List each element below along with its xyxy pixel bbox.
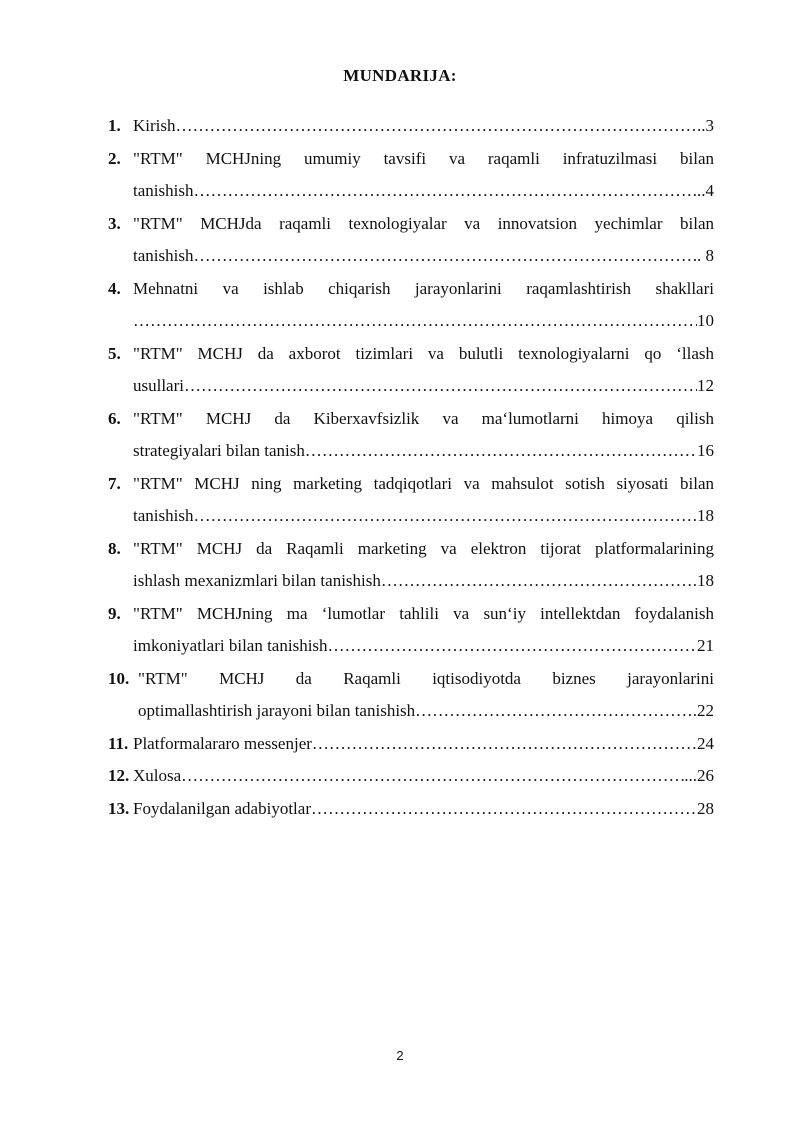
entry-title: Kirish xyxy=(133,116,176,135)
leader-dots xyxy=(381,565,693,598)
entry-title-line: "RTM" MCHJ da Kiberxavfsizlik va ma‘lumotlarni himoya qilish xyxy=(133,408,714,428)
leader-dots xyxy=(184,370,697,403)
entry-title-line: "RTM" MCHJ ning marketing tadqiqotlari va mahsulot sotish siyosati bilan xyxy=(133,473,714,493)
entry-page: 10 xyxy=(697,311,714,330)
toc-entry-6[interactable] xyxy=(108,403,714,468)
entry-number: 9. xyxy=(108,603,121,623)
entry-title-line: "RTM" MCHJ da Raqamli marketing va elektron tijorat platformalarining xyxy=(133,538,714,558)
entry-title-line: "RTM" MCHJ da Raqamli iqtisodiyotda biznes jarayonlarini xyxy=(138,668,714,688)
entry-number: 13. xyxy=(108,798,130,818)
entry-page: 28 xyxy=(697,798,714,818)
toc-entry-7[interactable] xyxy=(108,468,714,533)
entry-title-line: "RTM" MCHJning umumiy tavsifi va raqamli infratuzilmasi bilan xyxy=(133,148,714,168)
leader-dots xyxy=(415,695,693,728)
leader-dots xyxy=(311,793,697,826)
leader-dots xyxy=(312,728,697,761)
entry-title-line: "RTM" MCHJda raqamli texnologiyalar va innovatsion yechimlar bilan xyxy=(133,213,714,233)
entry-number: 4. xyxy=(108,278,121,298)
toc-entry-2[interactable] xyxy=(108,143,714,208)
table-of-contents xyxy=(108,110,714,825)
toc-entry-10[interactable] xyxy=(108,663,714,728)
entry-page: .18 xyxy=(692,506,714,525)
entry-title: Platformalararo messenjer xyxy=(133,733,312,753)
entry-title-end: tanishish xyxy=(133,246,194,265)
entry-number: 10. xyxy=(108,668,130,688)
entry-page: 12 xyxy=(697,376,714,395)
entry-number: 5. xyxy=(108,343,121,363)
entry-title: Xulosa xyxy=(133,766,182,785)
entry-page: .18 xyxy=(692,571,714,590)
toc-entry-5[interactable] xyxy=(108,338,714,403)
entry-title-line: Mehnatni va ishlab chiqarish jarayonlarini raqamlashtirish shakllari xyxy=(133,278,714,298)
entry-number: 11. xyxy=(108,733,129,753)
entry-title-end: usullari xyxy=(133,376,184,395)
entry-page: .22 xyxy=(692,701,714,720)
toc-entry-9[interactable] xyxy=(108,598,714,663)
entry-page: 24 xyxy=(697,733,714,753)
entry-number: 8. xyxy=(108,538,121,558)
entry-title-end: ishlash mexanizmlari bilan tanishish xyxy=(133,571,381,590)
entry-title-end: tanishish xyxy=(133,181,194,200)
leader-dots xyxy=(305,435,697,468)
entry-number: 2. xyxy=(108,148,121,168)
entry-number: 12. xyxy=(108,766,130,785)
entry-number: 6. xyxy=(108,408,121,428)
entry-title-end: strategiyalari bilan tanish xyxy=(133,441,305,460)
toc-entry-13[interactable] xyxy=(108,793,714,826)
toc-entry-11[interactable] xyxy=(108,728,714,761)
entry-number: 3. xyxy=(108,213,121,233)
leader-dots xyxy=(133,305,697,338)
leader-dots xyxy=(328,630,697,663)
page-title: MUNDARIJA: xyxy=(343,66,457,85)
entry-page: ...4 xyxy=(692,181,714,200)
toc-entry-8[interactable] xyxy=(108,533,714,598)
toc-entry-4[interactable] xyxy=(108,273,714,338)
entry-title-end: imkoniyatlari bilan tanishish xyxy=(133,636,328,655)
entry-page: . 8 xyxy=(697,246,714,265)
entry-page: 16 xyxy=(697,441,714,460)
entry-title-end: optimallashtirish jarayoni bilan tanishish xyxy=(138,701,416,720)
leader-dots xyxy=(193,175,692,208)
toc-entry-3[interactable] xyxy=(108,208,714,273)
entry-page: 21 xyxy=(697,636,714,655)
toc-entry-12[interactable] xyxy=(108,760,714,793)
entry-title-line: "RTM" MCHJning ma ‘lumotlar tahlili va sun‘iy intellektdan foydalanish xyxy=(133,603,714,623)
entry-title-end: tanishish xyxy=(133,506,194,525)
leader-dots xyxy=(193,500,692,533)
entry-title: Foydalanilgan adabiyotlar xyxy=(133,798,311,818)
toc-entry-1[interactable] xyxy=(108,110,714,143)
entry-title-line: "RTM" MCHJ da axborot tizimlari va bulutli texnologiyalarni qo ‘llash xyxy=(133,343,714,363)
entry-number: 7. xyxy=(108,473,121,493)
leader-dots xyxy=(176,110,698,143)
page-number: 2 xyxy=(396,1048,404,1063)
entry-page: ..3 xyxy=(697,116,714,135)
leader-dots xyxy=(181,760,684,793)
entry-page: ...26 xyxy=(684,766,714,785)
leader-dots xyxy=(193,240,697,273)
entry-number: 1. xyxy=(108,116,121,135)
